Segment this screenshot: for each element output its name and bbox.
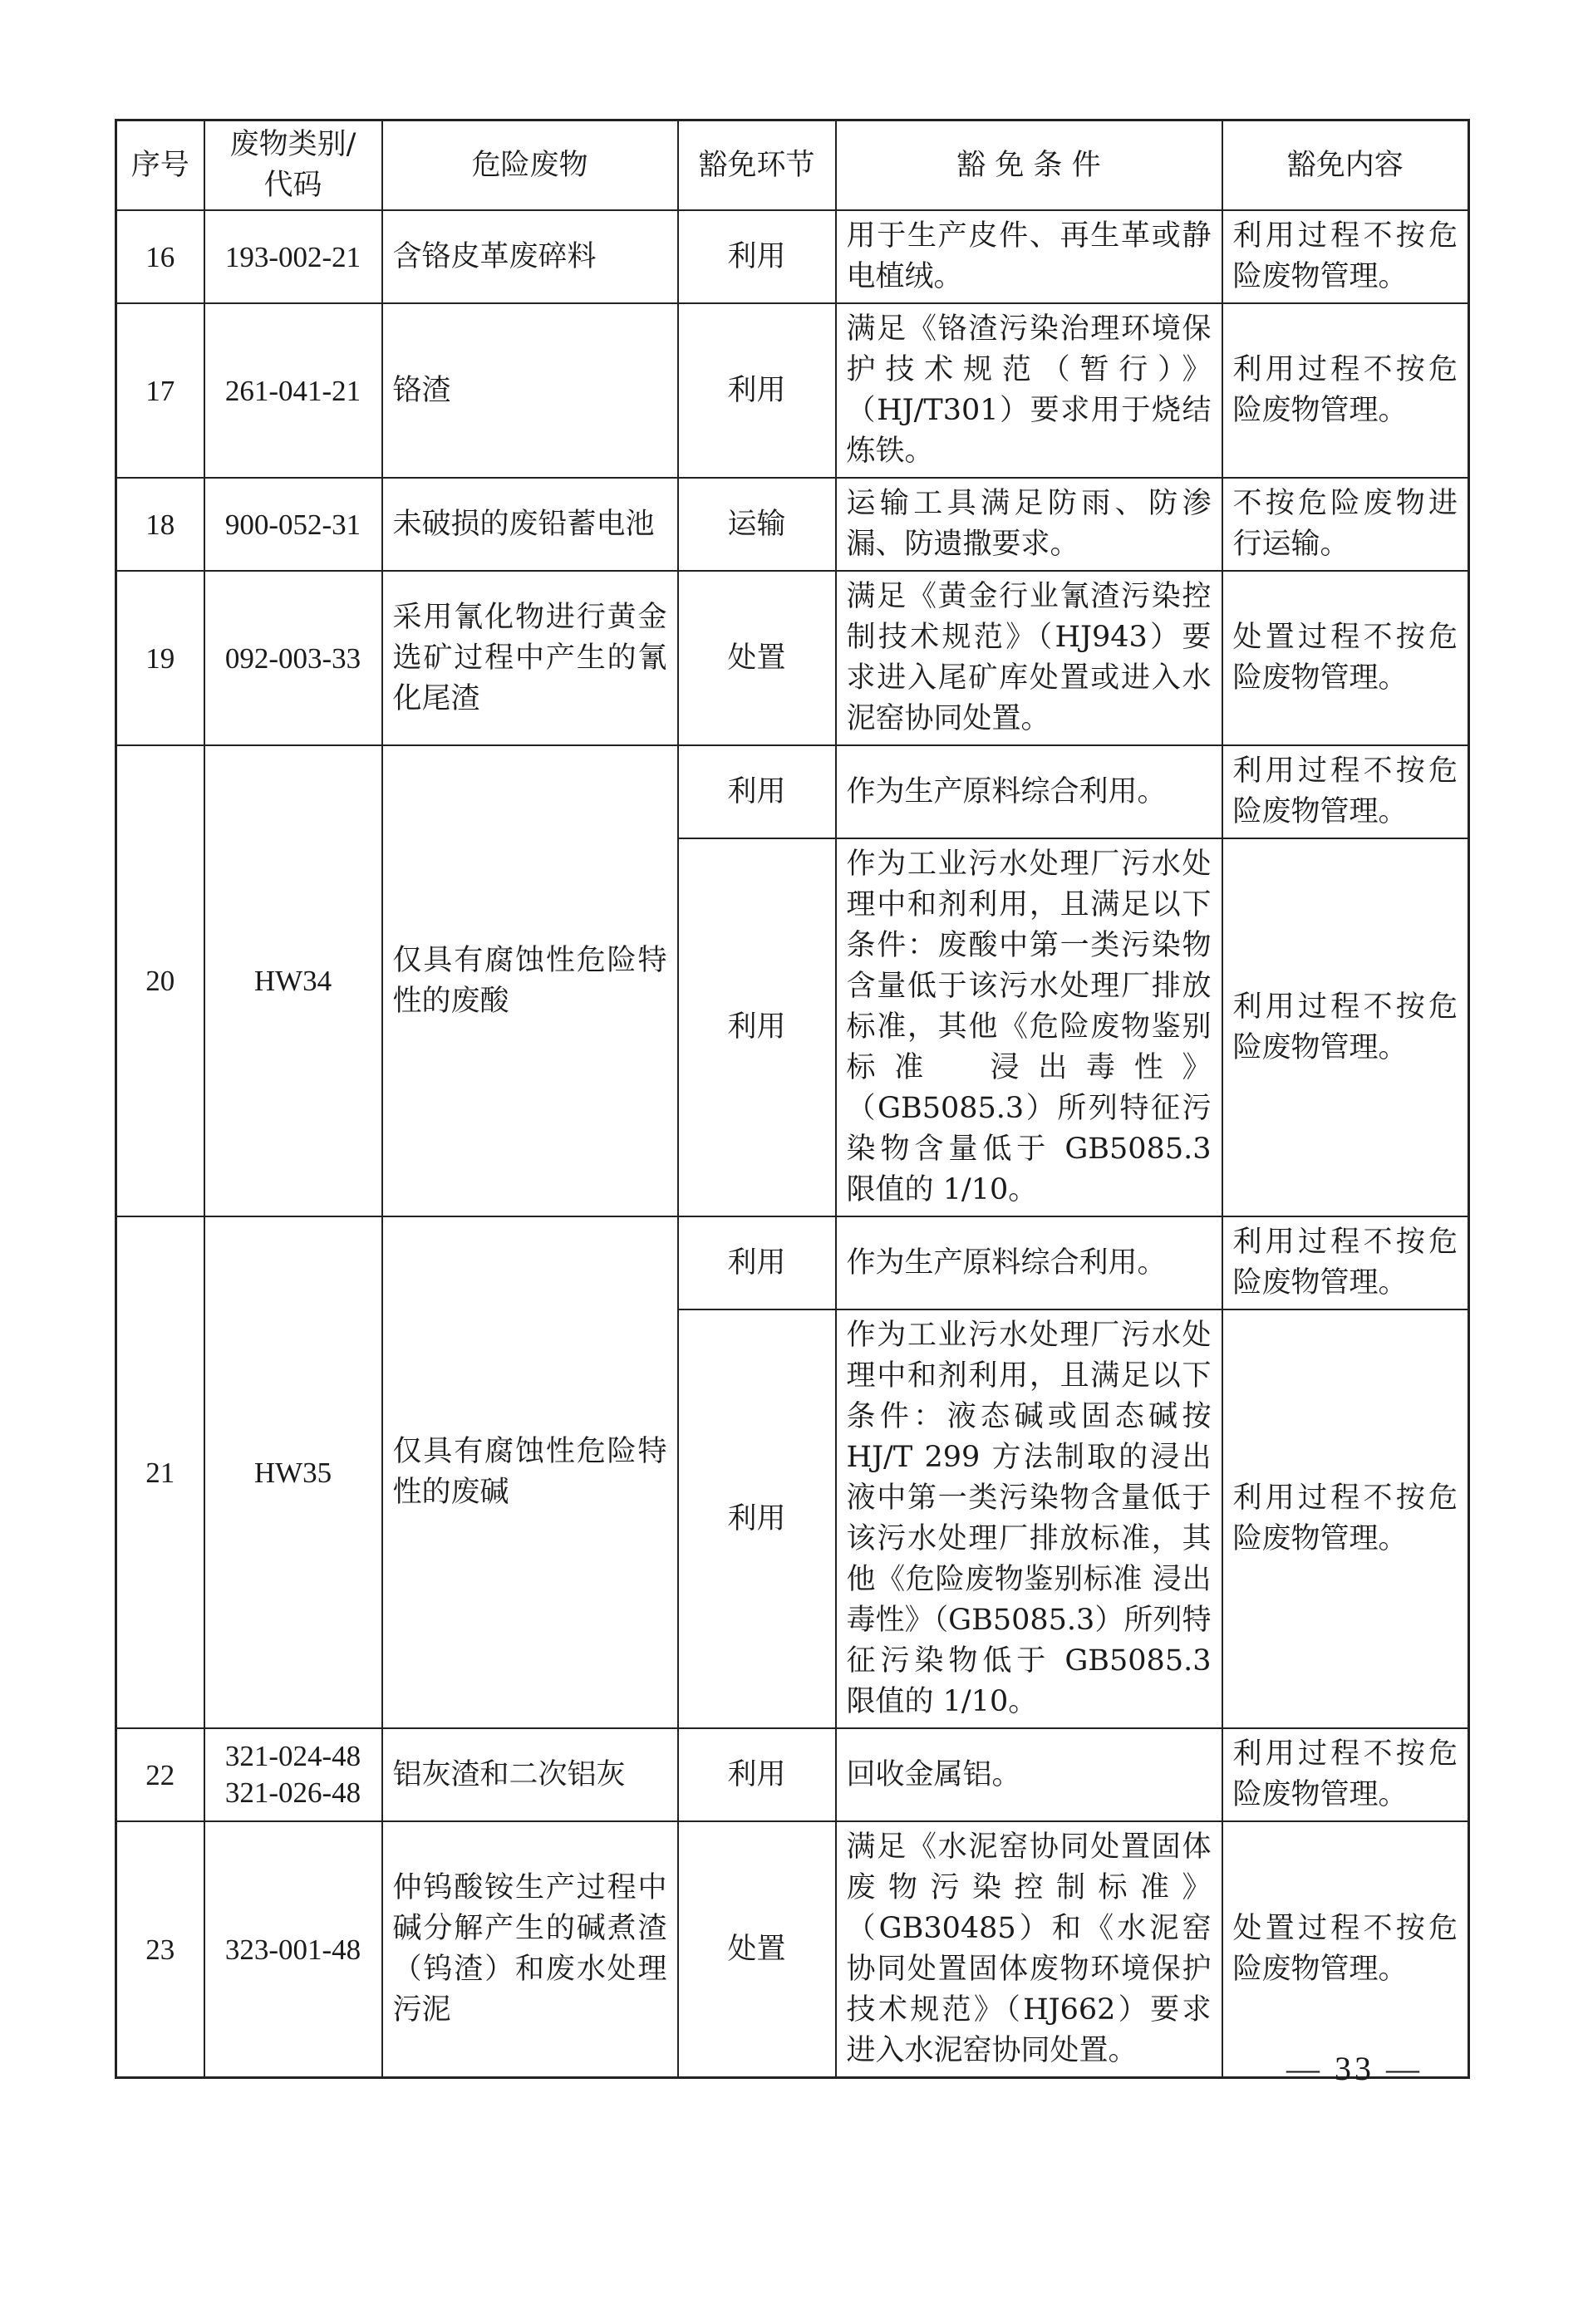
row-condition: 回收金属铝。 (836, 1728, 1222, 1821)
header-waste: 危险废物 (382, 120, 678, 211)
row-code-line: 321-026-48 (224, 1776, 361, 1809)
row-waste: 含铬皮革废碎料 (382, 210, 678, 303)
row-code: HW34 (204, 745, 382, 1216)
table-row (116, 1728, 1469, 1821)
table-row (116, 745, 1469, 838)
row-content: 利用过程不按危险废物管理。 (1222, 838, 1469, 1216)
row-seq: 16 (116, 210, 204, 303)
row-condition: 作为工业污水处理厂污水处理中和剂利用，且满足以下条件：液态碱或固态碱按 HJ/T 299 方法制取的浸出液中第一类污染物含量低于该污水处理厂排放标准，其他《危险废物鉴别标准 浸出毒性》（GB5085.3）所列特征污染物低于 GB5085.3 限值的 1/10。 (836, 1309, 1222, 1728)
row-waste: 未破损的废铅蓄电池 (382, 478, 678, 571)
row-seq: 22 (116, 1728, 204, 1821)
row-content: 利用过程不按危险废物管理。 (1222, 1728, 1469, 1821)
row-seq: 18 (116, 478, 204, 571)
row-stage: 利用 (678, 838, 836, 1216)
table-row (116, 303, 1469, 478)
row-stage: 运输 (678, 478, 836, 571)
row-condition: 满足《铬渣污染治理环境保护技术规范（暂行）》（HJ/T301）要求用于烧结炼铁。 (836, 303, 1222, 478)
row-seq: 19 (116, 571, 204, 745)
row-stage: 利用 (678, 745, 836, 838)
row-code: 261-041-21 (204, 303, 382, 478)
page-number: — 33 — (1286, 2050, 1423, 2087)
row-stage: 处置 (678, 1821, 836, 2078)
row-condition: 作为生产原料综合利用。 (836, 1216, 1222, 1309)
table-row (116, 210, 1469, 303)
row-content: 利用过程不按危险废物管理。 (1222, 1216, 1469, 1309)
row-content: 处置过程不按危险废物管理。 (1222, 1821, 1469, 2078)
table-row (116, 478, 1469, 571)
row-seq: 20 (116, 745, 204, 1216)
row-code: 900-052-31 (204, 478, 382, 571)
table-row (116, 1216, 1469, 1309)
row-waste: 仅具有腐蚀性危险特性的废酸 (382, 745, 678, 1216)
row-condition: 作为工业污水处理厂污水处理中和剂利用，且满足以下条件：废酸中第一类污染物含量低于该污水处理厂排放标准，其他《危险废物鉴别标准 浸出毒性》（GB5085.3）所列特征污染物含量低于 GB5085.3 限值的 1/10。 (836, 838, 1222, 1216)
row-condition: 运输工具满足防雨、防渗漏、防遗撒要求。 (836, 478, 1222, 571)
row-stage: 利用 (678, 1216, 836, 1309)
row-condition: 满足《黄金行业氰渣污染控制技术规范》（HJ943）要求进入尾矿库处置或进入水泥窑协同处置。 (836, 571, 1222, 745)
row-stage: 利用 (678, 210, 836, 303)
row-condition: 作为生产原料综合利用。 (836, 745, 1222, 838)
row-content: 处置过程不按危险废物管理。 (1222, 571, 1469, 745)
row-code (204, 1728, 382, 1821)
table-row (116, 571, 1469, 745)
row-content: 利用过程不按危险废物管理。 (1222, 745, 1469, 838)
row-code: 323-001-48 (204, 1821, 382, 2078)
header-condition: 豁 免 条 件 (836, 120, 1222, 211)
row-waste: 铝灰渣和二次铝灰 (382, 1728, 678, 1821)
header-stage: 豁免环节 (678, 120, 836, 211)
row-content: 利用过程不按危险废物管理。 (1222, 210, 1469, 303)
table-header-row (116, 120, 1469, 211)
row-content: 利用过程不按危险废物管理。 (1222, 1309, 1469, 1728)
row-waste: 仅具有腐蚀性危险特性的废碱 (382, 1216, 678, 1728)
row-stage: 利用 (678, 1728, 836, 1821)
header-code: 废物类别/代码 (204, 120, 382, 211)
row-waste: 铬渣 (382, 303, 678, 478)
header-seq: 序号 (116, 120, 204, 211)
row-seq: 17 (116, 303, 204, 478)
row-code: 092-003-33 (204, 571, 382, 745)
row-seq: 21 (116, 1216, 204, 1728)
row-code: 193-002-21 (204, 210, 382, 303)
row-waste: 采用氰化物进行黄金选矿过程中产生的氰化尾渣 (382, 571, 678, 745)
row-code: HW35 (204, 1216, 382, 1728)
row-waste: 仲钨酸铵生产过程中碱分解产生的碱煮渣（钨渣）和废水处理污泥 (382, 1821, 678, 2078)
row-stage: 利用 (678, 303, 836, 478)
row-condition: 用于生产皮件、再生革或静电植绒。 (836, 210, 1222, 303)
exemption-table (115, 119, 1470, 2079)
row-seq: 23 (116, 1821, 204, 2078)
row-stage: 利用 (678, 1309, 836, 1728)
table-row (116, 1821, 1469, 2078)
row-content: 不按危险废物进行运输。 (1222, 478, 1469, 571)
header-content: 豁免内容 (1222, 120, 1469, 211)
row-condition: 满足《水泥窑协同处置固体废物污染控制标准》（GB30485）和《水泥窑协同处置固体废物环境保护技术规范》（HJ662）要求进入水泥窑协同处置。 (836, 1821, 1222, 2078)
row-content: 利用过程不按危险废物管理。 (1222, 303, 1469, 478)
row-stage: 处置 (678, 571, 836, 745)
row-code-line: 321-024-48 (224, 1740, 361, 1772)
